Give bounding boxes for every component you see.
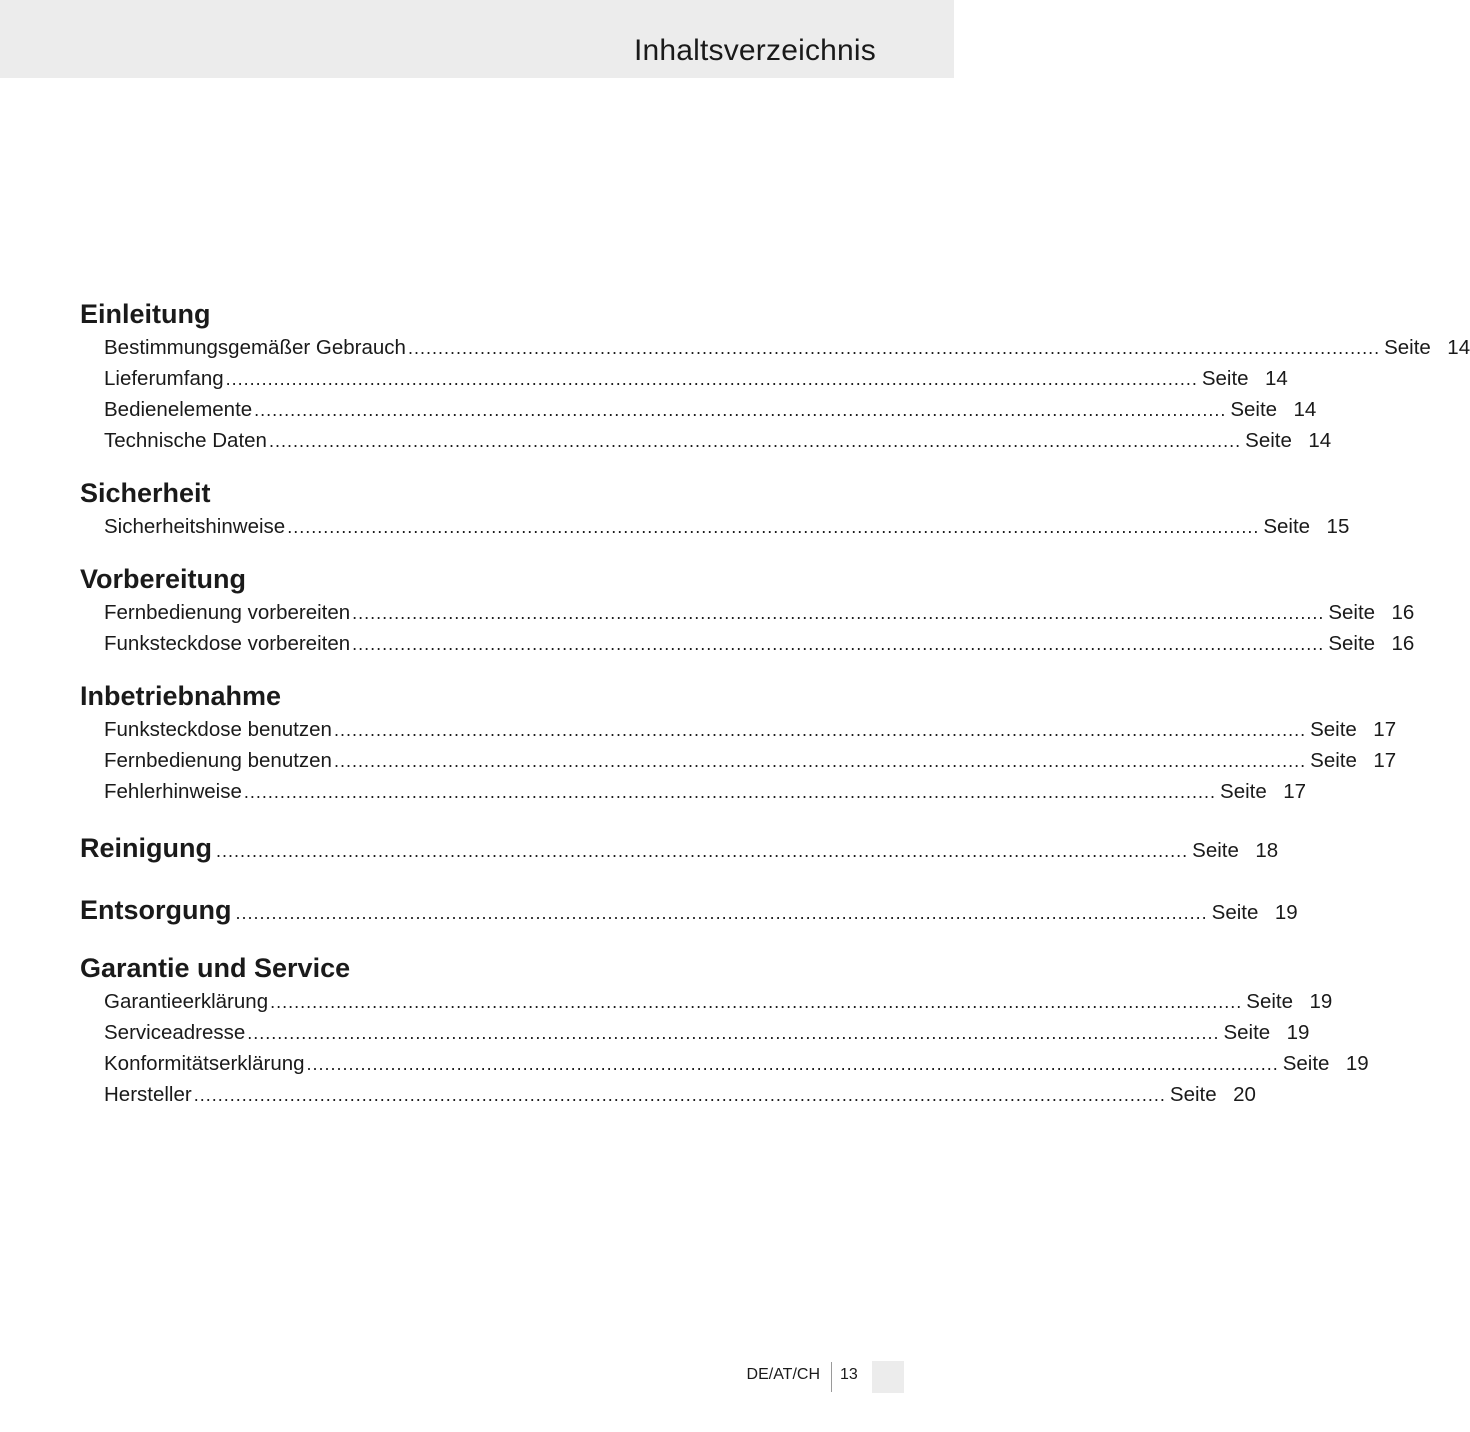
section-heading: Reinigung <box>80 833 212 863</box>
page-word: Seite <box>1310 718 1357 741</box>
page-number: 19 <box>1345 1052 1369 1075</box>
page-number: 14 <box>1265 367 1288 390</box>
table-of-contents <box>80 296 1470 1129</box>
page-word: Seite <box>1328 601 1376 624</box>
page-title: Inhaltsverzeichnis <box>633 34 876 67</box>
dot-leader: .................................................................................................................................................................. <box>254 400 1227 420</box>
toc-entry-label: Sicherheitshinweise <box>104 515 286 538</box>
toc-heading-entry[interactable] <box>80 826 1279 870</box>
section-heading: Garantie und Service <box>80 953 351 983</box>
dot-leader: .................................................................................................................................................................. <box>333 751 1307 771</box>
toc-entry[interactable] <box>80 1079 1256 1110</box>
page-number: 14 <box>1447 336 1470 359</box>
page-word: Seite <box>1310 749 1357 772</box>
dot-leader: .................................................................................................................................................................. <box>407 338 1381 358</box>
page-number: 15 <box>1326 515 1350 538</box>
toc-entry[interactable] <box>80 745 1397 776</box>
page-number: 17 <box>1373 718 1397 741</box>
toc-section-inbetriebnahme <box>80 678 1397 807</box>
toc-entry-label: Technische Daten <box>104 429 267 452</box>
dot-leader: .................................................................................................................................................................. <box>306 1054 1279 1074</box>
section-heading: Entsorgung <box>80 895 232 925</box>
dot-leader: .................................................................................................................................................................. <box>268 431 1242 451</box>
page-word: Seite <box>1328 632 1376 655</box>
toc-entry[interactable] <box>80 714 1397 745</box>
toc-entry[interactable] <box>80 511 1350 542</box>
dot-leader: .................................................................................................................................................................. <box>215 841 1189 861</box>
toc-entry-label: Funksteckdose vorbereiten <box>104 632 351 655</box>
toc-entry[interactable] <box>80 776 1307 807</box>
toc-section-entsorgung <box>80 888 1298 932</box>
section-heading: Vorbereitung <box>80 564 247 594</box>
page-word: Seite <box>1223 1021 1271 1044</box>
toc-heading-entry[interactable] <box>80 888 1298 932</box>
toc-entry-label: Bedienelemente <box>104 398 253 421</box>
page-number: 17 <box>1283 780 1307 803</box>
page-word: Seite <box>1263 515 1311 538</box>
toc-entry-label: Hersteller <box>104 1083 192 1106</box>
page-number: 20 <box>1233 1083 1256 1106</box>
page-word: Seite <box>1211 901 1259 924</box>
toc-entry-label: Fernbedienung benutzen <box>104 749 332 772</box>
toc-entry[interactable] <box>80 332 1470 363</box>
toc-entry[interactable] <box>80 394 1317 425</box>
footer-divider <box>831 1362 832 1392</box>
section-heading: Inbetriebnahme <box>80 681 282 711</box>
dot-leader: .................................................................................................................................................................. <box>243 782 1217 802</box>
dot-leader: .................................................................................................................................................................. <box>193 1085 1166 1105</box>
page-number: 16 <box>1391 601 1415 624</box>
toc-entry-label: Fernbedienung vorbereiten <box>104 601 351 624</box>
page-number: 14 <box>1308 429 1332 452</box>
toc-entry-label: Konformitätserklärung <box>104 1052 305 1075</box>
page-word: Seite <box>1230 398 1278 421</box>
page-number: 19 <box>1286 1021 1310 1044</box>
page-word: Seite <box>1201 367 1249 390</box>
dot-leader: .................................................................................................................................................................. <box>287 517 1260 537</box>
page-word: Seite <box>1282 1052 1330 1075</box>
dot-leader: .................................................................................................................................................................. <box>352 634 1325 654</box>
page-word: Seite <box>1192 839 1239 862</box>
toc-section-garantie <box>80 950 1369 1110</box>
toc-entry-label: Bestimmungsgemäßer Gebrauch <box>104 336 406 359</box>
toc-section-einleitung <box>80 296 1470 456</box>
page-word: Seite <box>1220 780 1267 803</box>
dot-leader: .................................................................................................................................................................. <box>235 903 1208 923</box>
page-number: 19 <box>1274 901 1298 924</box>
toc-entry[interactable] <box>80 1048 1369 1079</box>
toc-entry-label: Lieferumfang <box>104 367 224 390</box>
page-number: 18 <box>1255 839 1279 862</box>
dot-leader: .................................................................................................................................................................. <box>270 992 1243 1012</box>
toc-entry[interactable] <box>80 425 1332 456</box>
toc-entry[interactable] <box>80 986 1333 1017</box>
toc-entry-label: Serviceadresse <box>104 1021 246 1044</box>
footer-page-marker <box>872 1361 904 1393</box>
page-word: Seite <box>1245 429 1292 452</box>
page-word: Seite <box>1384 336 1431 359</box>
footer-countries: DE/AT/CH <box>746 1366 820 1383</box>
toc-entry[interactable] <box>80 363 1288 394</box>
toc-section-reinigung <box>80 826 1279 870</box>
toc-entry[interactable] <box>80 1017 1310 1048</box>
dot-leader: .................................................................................................................................................................. <box>247 1023 1220 1043</box>
page-number: 16 <box>1391 632 1415 655</box>
toc-section-vorbereitung <box>80 561 1415 659</box>
page-number: 17 <box>1373 749 1397 772</box>
section-heading: Einleitung <box>80 299 211 329</box>
page-number: 14 <box>1293 398 1317 421</box>
dot-leader: .................................................................................................................................................................. <box>352 603 1325 623</box>
section-heading: Sicherheit <box>80 478 211 508</box>
toc-entry-label: Funksteckdose benutzen <box>104 718 332 741</box>
toc-entry-label: Fehlerhinweise <box>104 780 242 803</box>
footer-page-number: 13 <box>840 1366 858 1383</box>
page-number: 19 <box>1309 990 1333 1013</box>
page-word: Seite <box>1169 1083 1217 1106</box>
dot-leader: .................................................................................................................................................................. <box>225 369 1198 389</box>
dot-leader: .................................................................................................................................................................. <box>333 720 1307 740</box>
page-word: Seite <box>1246 990 1293 1013</box>
toc-section-sicherheit <box>80 475 1350 542</box>
toc-entry-label: Garantieerklärung <box>104 990 269 1013</box>
toc-entry[interactable] <box>80 628 1415 659</box>
toc-entry[interactable] <box>80 597 1415 628</box>
